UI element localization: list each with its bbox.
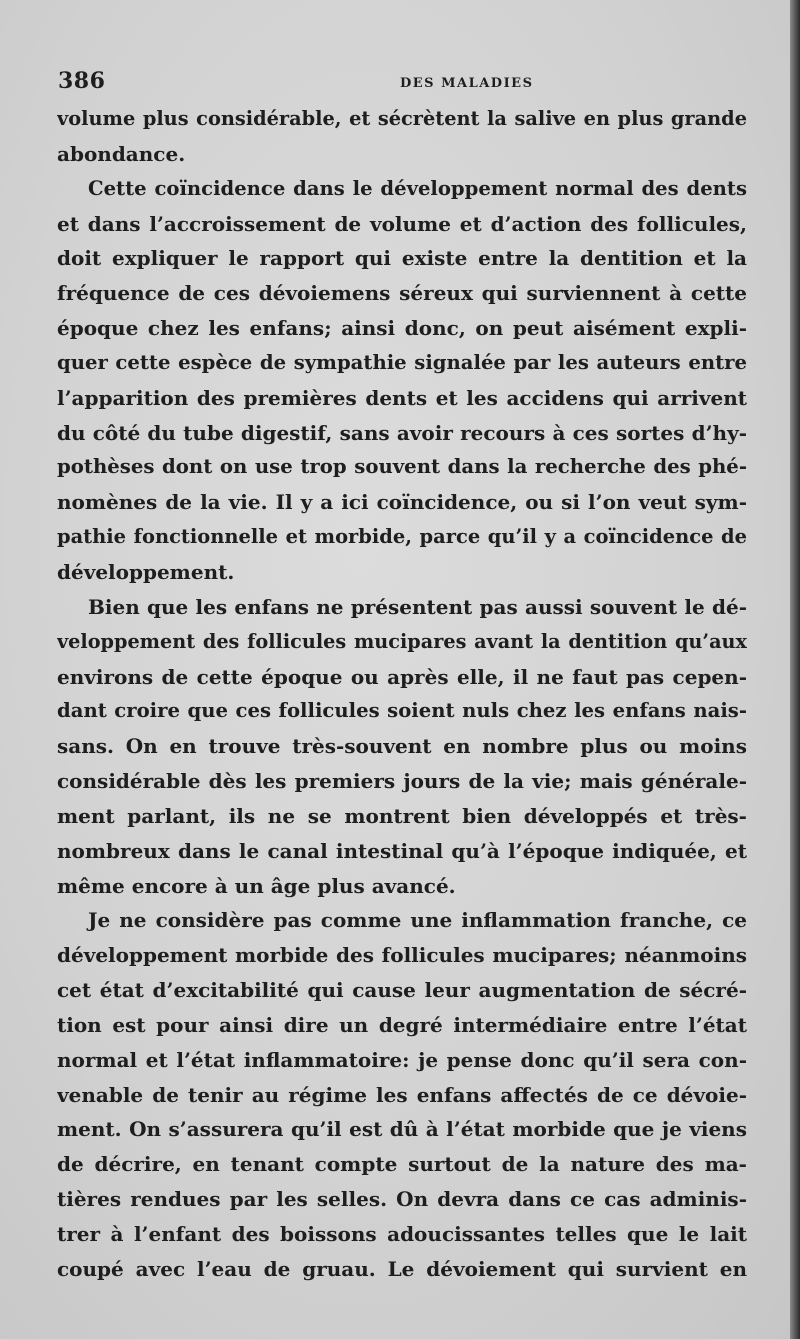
text-line: considérable dès les premiers jours de la vie; mais générale- [57, 769, 747, 794]
page-header [58, 68, 752, 100]
text-line: abondance. [57, 141, 186, 166]
text-line: sans. On en trouve très-souvent en nombre plus ou moins [57, 734, 747, 759]
page-number: 386 [58, 68, 106, 94]
text-line: veloppement des follicules mucipares avant la dentition qu’aux [57, 629, 747, 653]
text-line: nomènes de la vie. Il y a ici coïncidence, ou si l’on veut sym- [57, 490, 747, 515]
text-line: ment. On s’assurera qu’il est dû à l’état morbide que je viens [57, 1117, 747, 1142]
text-line: même encore à un âge plus avancé. [57, 873, 456, 898]
text-line: de décrire, en tenant compte surtout de la nature des ma- [57, 1152, 747, 1177]
text-line: doit expliquer le rapport qui existe entre la dentition et la [57, 246, 747, 271]
text-line: cet état d’excitabilité qui cause leur augmentation de sécré- [57, 978, 747, 1003]
text-line: nombreux dans le canal intestinal qu’à l’époque indiquée, et [57, 838, 747, 863]
page-edge-shadow [790, 0, 800, 1339]
text-line: normal et l’état inflammatoire: je pense donc qu’il sera con- [57, 1047, 747, 1072]
text-line: coupé avec l’eau de gruau. Le dévoiement qui survient en [57, 1256, 747, 1281]
text-line: trer à l’enfant des boissons adoucissantes telles que le lait [57, 1222, 747, 1246]
body-text [57, 102, 747, 1287]
text-line: l’apparition des premières dents et les accidens qui arrivent [57, 385, 747, 410]
paragraph-start-line: Je ne considère pas comme une inflammation franche, ce [88, 908, 747, 933]
paragraph-start-line: Bien que les enfans ne présentent pas aussi souvent le dé- [88, 594, 747, 619]
text-line: quer cette espèce de sympathie signalée par les auteurs entre [57, 350, 747, 374]
text-line: développement morbide des follicules mucipares; néanmoins [57, 943, 747, 968]
text-line: ment parlant, ils ne se montrent bien développés et très- [57, 803, 747, 828]
text-line: et dans l’accroissement de volume et d’action des follicules, [57, 211, 747, 236]
text-line: tion est pour ainsi dire un degré intermédiaire entre l’état [57, 1012, 747, 1037]
text-line: développement. [57, 559, 235, 584]
text-line: fréquence de ces dévoiemens séreux qui surviennent à cette [57, 281, 747, 306]
text-line: environs de cette époque ou après elle, il ne faut pas cepen- [57, 664, 747, 689]
running-head: DES MALADIES [400, 76, 534, 91]
text-line: pothèses dont on use trop souvent dans la recherche des phé- [57, 455, 747, 479]
text-line: volume plus considérable, et sécrètent la salive en plus grande [57, 107, 747, 130]
text-line: tières rendues par les selles. On devra dans ce cas adminis- [57, 1187, 747, 1212]
text-line: du côté du tube digestif, sans avoir recours à ces sortes d’hy- [57, 420, 747, 445]
text-line: venable de tenir au régime les enfans affectés de ce dévoie- [57, 1082, 747, 1107]
paragraph-start-line: Cette coïncidence dans le développement normal des dents [88, 176, 747, 200]
text-line: époque chez les enfans; ainsi donc, on peut aisément expli- [57, 316, 747, 341]
text-line: dant croire que ces follicules soient nuls chez les enfans nais- [57, 699, 747, 723]
text-line: pathie fonctionnelle et morbide, parce qu’il y a coïncidence de [57, 525, 747, 549]
